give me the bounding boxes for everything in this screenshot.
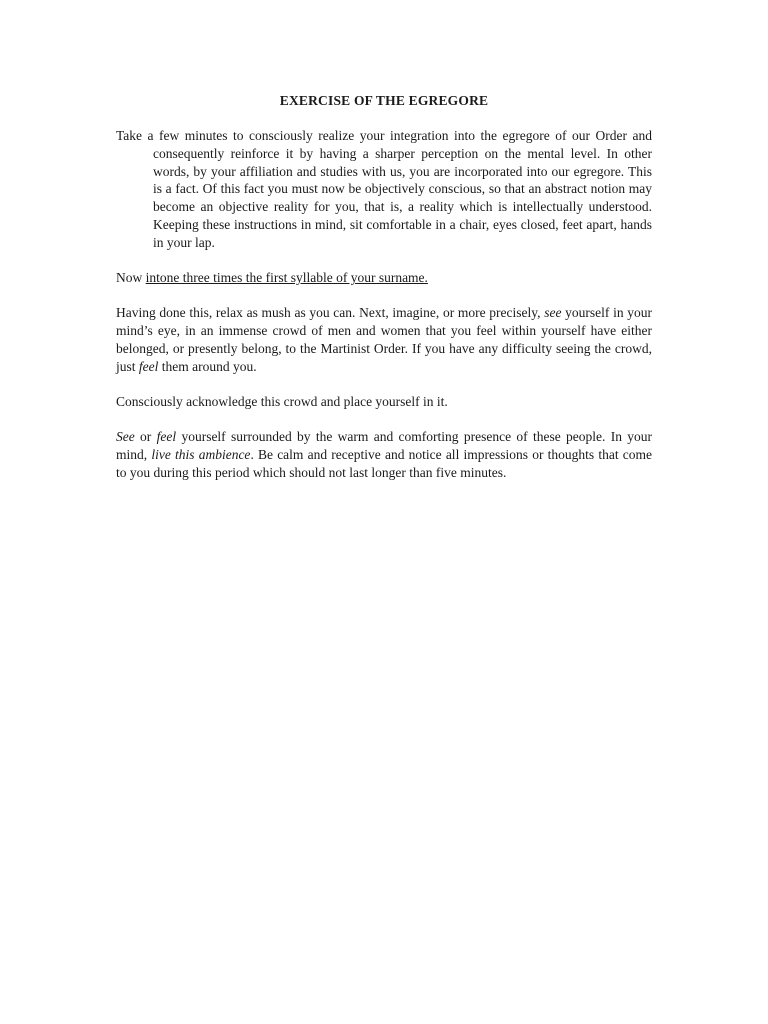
crowd-text-c: them around you. [158, 358, 257, 374]
paragraph-acknowledge: Consciously acknowledge this crowd and place yourself in it. [116, 394, 448, 410]
crowd-text-b: yourself in your mind’s eye, in an immense crowd of men and women that you feel within yourself have either belonged, or presently belong, to the Martinist Order. If you have any difficulty seeing the crowd, just [116, 305, 653, 374]
document-body [116, 127, 652, 499]
ambience-text-b: . Be calm and receptive and notice all impressions or thoughts that come to you during this period which should not last longer than five minutes. [116, 447, 653, 480]
crowd-see-emphasis: see [544, 305, 562, 321]
ambience-see-emphasis: See [116, 429, 135, 445]
ambience-live-emphasis: live this ambience [151, 447, 251, 463]
ambience-feel-emphasis: feel [156, 429, 177, 445]
intone-lead: Now [116, 270, 146, 286]
intone-instruction: intone three times the first syllable of your surname. [145, 270, 428, 286]
crowd-feel-emphasis: feel [138, 358, 159, 374]
ambience-or: or [134, 429, 157, 445]
paragraph-crowd [116, 304, 652, 375]
page-title: EXERCISE OF THE EGREGORE [279, 93, 489, 108]
crowd-text-a: Having done this, relax as mush as you can. Next, imagine, or more precisely, [116, 305, 545, 321]
paragraph-intro: Take a few minutes to consciously realize your integration into the egregore of our Order and consequently reinforce it by having a sharper perception on the mental level. In other words, by your affiliation and studies with us, you are incorporated into our egregore. This is a fact. Of this fact you must now be objectively conscious, so that an abstract notion may become an objective reality for you, that is, a reality which is intellectually understood. Keeping these instructions in mind, sit comfortable in a chair, eyes closed, feet apart, hands in your lap. [116, 128, 652, 250]
paragraph-intone [116, 269, 652, 287]
paragraph-ambience [116, 428, 652, 481]
ambience-text-a: yourself surrounded by the warm and comforting presence of these people. In your mind, [116, 429, 653, 463]
